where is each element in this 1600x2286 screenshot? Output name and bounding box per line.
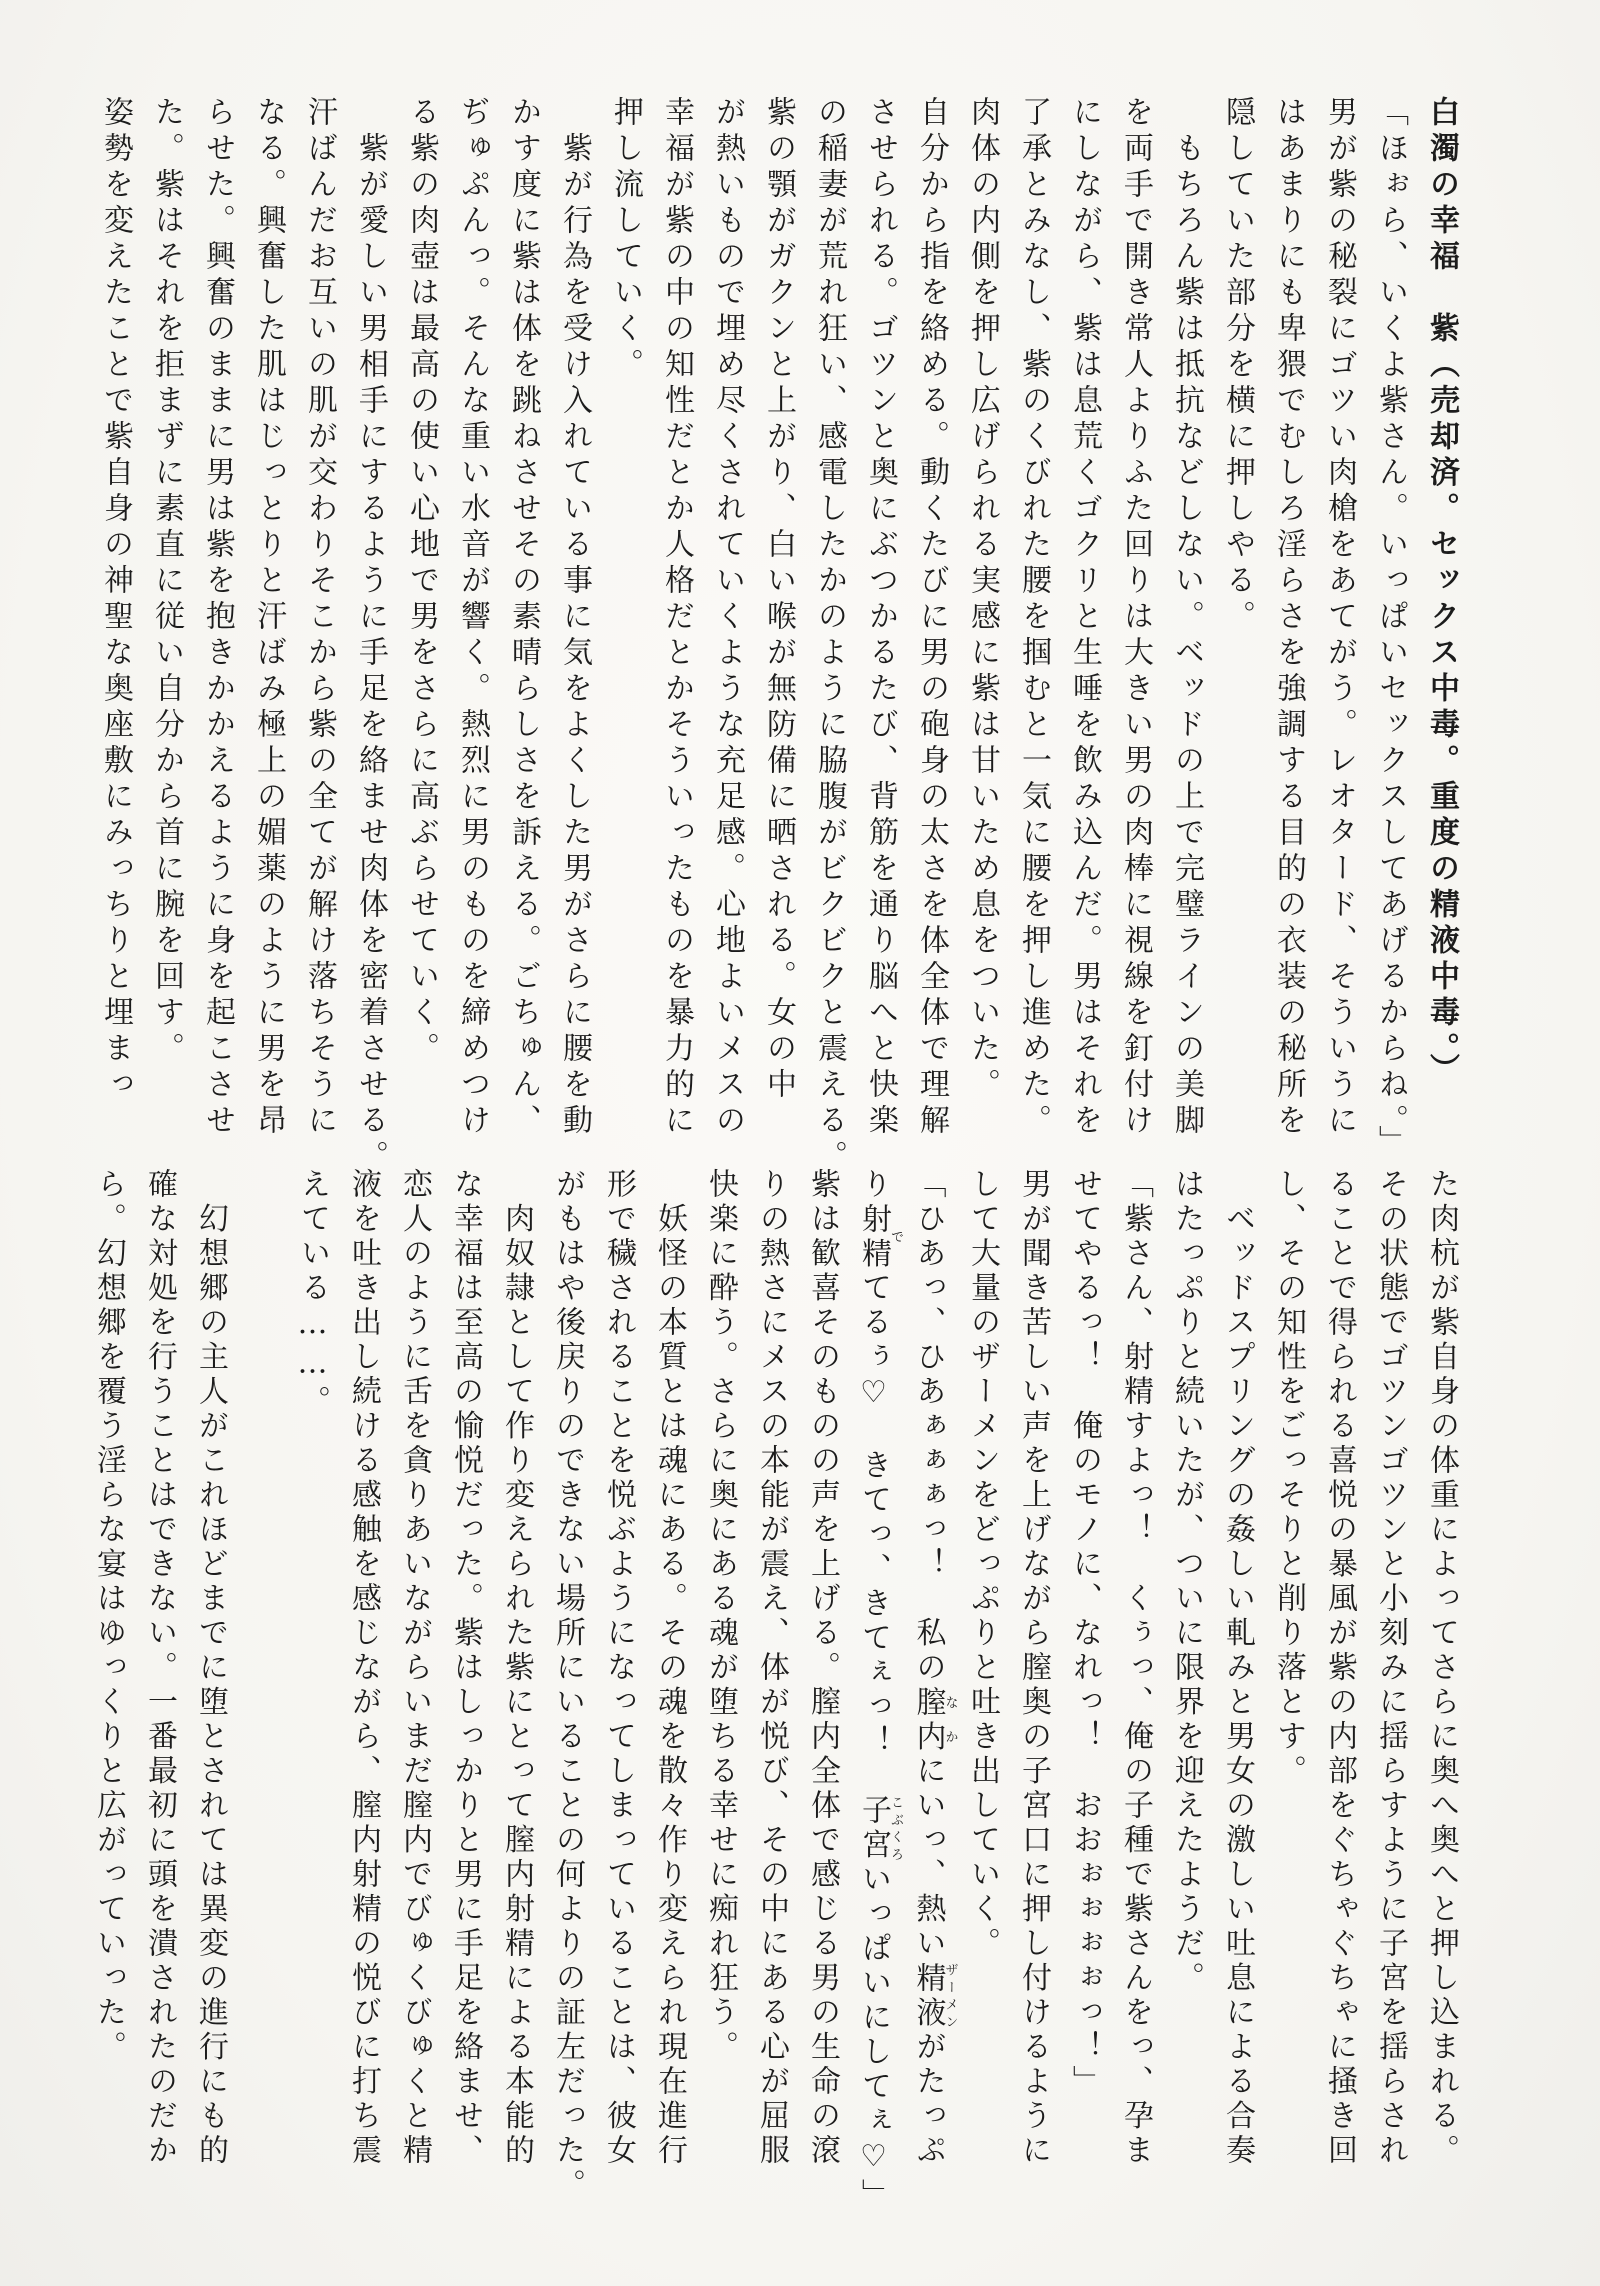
- text-column: 肉体の内側を押し広げられる実感に紫は甘いため息をついた。: [965, 96, 1000, 1104]
- text-column: えている……。: [295, 1168, 330, 1420]
- text-column: の稲妻が荒れ狂い、感電したかのように脇腹がビクビクと震える。: [812, 96, 847, 1176]
- text-column: らせた。興奮のままに男は紫を抱きかかえるように身を起こさせ: [200, 96, 235, 1140]
- text-column: 紫が行為を受け入れている事に気をよくした男がさらに腰を動: [557, 96, 592, 1140]
- text-column: もちろん紫は抵抗などしない。ベッドの上で完璧ラインの美脚: [1169, 96, 1204, 1140]
- top-text-block: [90, 96, 1467, 1176]
- text-column: その状態でゴツンゴツンと小刻みに揺らすように子宮を揺らされ: [1373, 1168, 1408, 2169]
- text-column: 肉奴隷として作り変えられた紫にとって膣内射精による本能的: [499, 1168, 534, 2169]
- text-column: させられる。ゴツンと奥にぶつかるたび、背筋を通り脳へと快楽: [863, 96, 898, 1140]
- text-column: 紫が愛しい男相手にするように手足を絡ませ肉体を密着させる。: [353, 96, 388, 1176]
- text-column: た。紫はそれを拒まずに素直に従い自分から首に腕を回す。: [149, 96, 184, 1068]
- text-column: 幻想郷の主人がこれほどまでに堕とされては異変の進行にも的: [193, 1168, 228, 2169]
- text-column: が熱いもので埋め尽くされていくような充足感。心地よいメスの: [710, 96, 745, 1140]
- text-column: る紫の肉壺は最高の使い心地で男をさらに高ぶらせていく。: [404, 96, 439, 1068]
- text-column: はたっぷりと続いたが、ついに限界を迎えたようだ。: [1169, 1168, 1204, 1996]
- text-column: 形で穢されることを悦ぶようになってしまっていることは、彼女: [601, 1168, 636, 2169]
- text-column: 「紫さん、射精すよっ！ くぅっ、俺の子種で紫さんをっ、孕ま: [1118, 1168, 1153, 2169]
- text-column: りの熱さにメスの本能が震え、体が悦び、その中にある心が屈服: [754, 1168, 789, 2169]
- text-column: がもはや後戻りのできない場所にいることの何よりの証左だった。: [550, 1168, 585, 2203]
- text-column: 汗ばんだお互いの肌が交わりそこから紫の全てが解け落ちそうに: [302, 96, 337, 1140]
- text-column: た肉杭が紫自身の体重によってさらに奥へ奥へと押し込まれる。: [1424, 1168, 1459, 2169]
- text-column: なる。興奮した肌はじっとりと汗ばみ極上の媚薬のように男を昂: [251, 96, 286, 1140]
- text-column: 自分から指を絡める。動くたびに男の砲身の太さを体全体で理解: [914, 96, 949, 1140]
- text-column: を両手で開き常人よりふた回りは大きい男の肉棒に視線を釘付け: [1118, 96, 1153, 1140]
- text-column: な幸福は至高の愉悦だった。紫はしっかりと男に手足を絡ませ、: [448, 1168, 483, 2169]
- blank-column: [236, 1168, 287, 2200]
- text-column: し、その知性をごっそりと削り落とす。: [1271, 1168, 1306, 1789]
- text-column: 姿勢を変えたことで紫自身の神聖な奥座敷にみっちりと埋まっ: [98, 96, 133, 1104]
- text-column: ぢゅぷんっ。そんな重い水音が響く。熱烈に男のものを締めつけ: [455, 96, 490, 1140]
- text-column: 押し流していく。: [608, 96, 643, 384]
- text-column: 了承とみなし、紫のくびれた腰を掴むと一気に腰を押し進めた。: [1016, 96, 1051, 1140]
- text-column: 男が聞き苦しい声を上げながら膣奥の子宮口に押し付けるように: [1016, 1168, 1051, 2169]
- text-column: 快楽に酔う。さらに奥にある魂が堕ちる幸せに痴れ狂う。: [703, 1168, 738, 2065]
- text-column: 幸福が紫の中の知性だとか人格だとかそういったものを暴力的に: [659, 96, 694, 1140]
- text-column: 紫の顎がガクンと上がり、白い喉が無防備に晒される。女の中: [761, 96, 796, 1104]
- text-column: 妖怪の本質とは魂にある。その魂を散々作り変えられ現在進行: [652, 1168, 687, 2169]
- text-column: はあまりにも卑猥でむしろ淫らさを強調する目的の衣装の秘所を: [1271, 96, 1306, 1140]
- text-column: かす度に紫は体を跳ねさせその素晴らしさを訴える。ごちゅん、: [506, 96, 541, 1140]
- text-column: ることで得られる喜悦の暴風が紫の内部をぐちゃぐちゃに掻き回: [1322, 1168, 1357, 2169]
- text-column: 隠していた部分を横に押しやる。: [1220, 96, 1255, 636]
- text-column: 液を吐き出し続ける感触を感じながら、膣内射精の悦びに打ち震: [346, 1168, 381, 2169]
- text-column: り射精でてるぅ♡ きてっ、きてぇっ！ 子宮こぶくろいっぱいにしてぇ♡」: [856, 1168, 903, 2213]
- text-column: ら。幻想郷を覆う淫らな宴はゆっくりと広がっていった。: [91, 1168, 126, 2065]
- text-column: 紫は歓喜そのものの声を上げる。膣内全体で感じる男の生命の滾: [805, 1168, 840, 2169]
- text-column: して大量のザーメンをどっぷりと吐き出していく。: [965, 1168, 1000, 1962]
- text-column: 恋人のように舌を貪りあいながらいまだ膣内でびゅくびゅくと精: [397, 1168, 432, 2169]
- text-column: せてやるっ！ 俺のモノに、なれっ！ おおぉぉぉぉっ！」: [1067, 1168, 1102, 2100]
- text-column: 男が紫の秘裂にゴツい肉槍をあてがう。レオタード、そういうに: [1322, 96, 1357, 1140]
- text-column: 「ひあっ、ひあぁぁぁっ！ 私の膣内なかにいっ、熱い精液ザーメンがたっぷ: [910, 1168, 958, 2169]
- text-column: 「ほぉら、いくよ紫さん。いっぱいセックスしてあげるからね。」: [1373, 96, 1408, 1161]
- title-column: 白濁の幸福 紫（売却済。セックス中毒。重度の精液中毒。）: [1424, 96, 1459, 1089]
- text-column: にしながら、紫は息荒くゴクリと生唾を飲み込んだ。男はそれを: [1067, 96, 1102, 1140]
- text-column: 確な対処を行うことはできない。一番最初に頭を潰されたのだか: [142, 1168, 177, 2169]
- bottom-text-block: [83, 1168, 1467, 2213]
- text-column: ベッドスプリングの姦しい軋みと男女の激しい吐息による合奏: [1220, 1168, 1255, 2169]
